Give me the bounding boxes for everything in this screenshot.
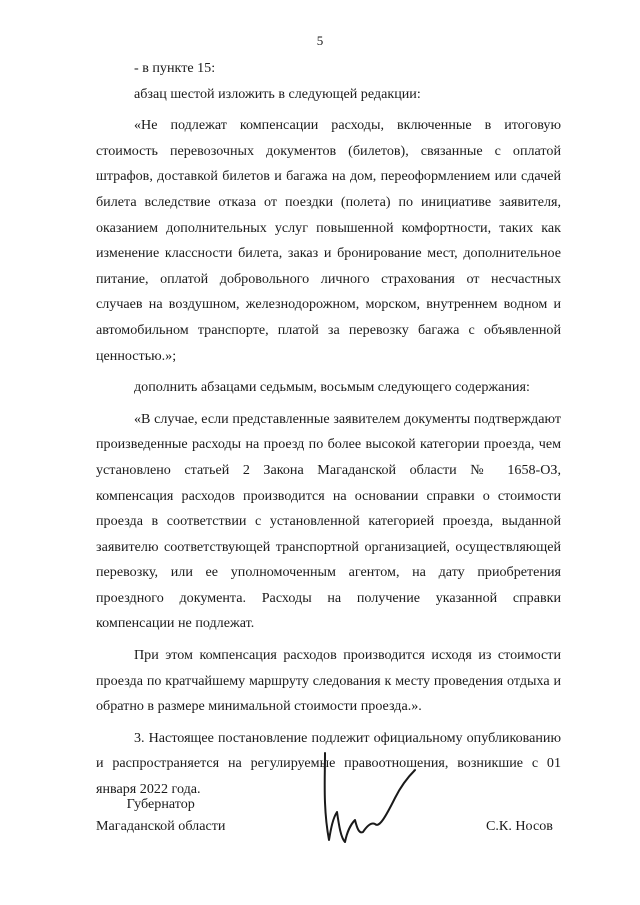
- handwritten-signature: [315, 748, 425, 848]
- paragraph-amended-text: «Не подлежат компенсации расходы, включенные в итоговую стоимость перевозочных документов (билетов), связанные с оплатой штрафов, доставкой билетов и багажа на дом, переоформлением или сдачей билета вследствие отказа от поездки (полета) по инициативе заявителя, оказанием дополнительных услуг повышенной комфортности, таких как изменение классности билета, заказ и бронирование мест, дополнительное питание, оплатой добровольного личного страхования от несчастных случаев на воздушном, железнодорожном, морском, внутреннем водном и автомобильном транспорте, платой за перевозку багажа с объявленной ценностью.»;: [96, 117, 561, 364]
- document-body: [96, 56, 561, 803]
- signatory-title: [96, 793, 225, 837]
- paragraph-amendment-intro: абзац шестой изложить в следующей редакции:: [134, 85, 421, 102]
- signatory-title-line1: Губернатор: [126, 796, 195, 812]
- paragraph-supplement-intro: дополнить абзацами седьмым, восьмым следующего содержания:: [134, 379, 530, 396]
- signatory-name: С.К. Носов: [486, 818, 553, 834]
- paragraph-clause-3: 3. Настоящее постановление подлежит официальному опубликованию и распространяется на регулируемые правоотношения, возникшие с 01 января 2022 года.: [96, 729, 561, 798]
- paragraph-eighth: При этом компенсация расходов производится исходя из стоимости проезда по кратчайшему маршруту следования к месту проведения отдыха и обратно в размере минимальной стоимости проезда.».: [96, 647, 561, 715]
- page-number: 5: [316, 33, 324, 48]
- signatory-title-line2: Магаданской области: [96, 818, 226, 834]
- paragraph-seventh: «В случае, если представленные заявителем документы подтверждают произведенные расходы на проезд по более высокой категории проезда, чем установлено статьей 2 Закона Магаданской области № 1658-ОЗ, компенсация расходов производится на основании справки о стоимости проезда в соответствии с установленной категорией проезда, выданной заявителю соответствующей транспортной организацией, осуществляющей перевозку, или ее уполномоченным агентом, на дату приобретения проездного документа. Расходы на получение указанной справки компенсации не подлежат.: [96, 410, 561, 632]
- paragraph-item-15: - в пункте 15:: [134, 60, 216, 76]
